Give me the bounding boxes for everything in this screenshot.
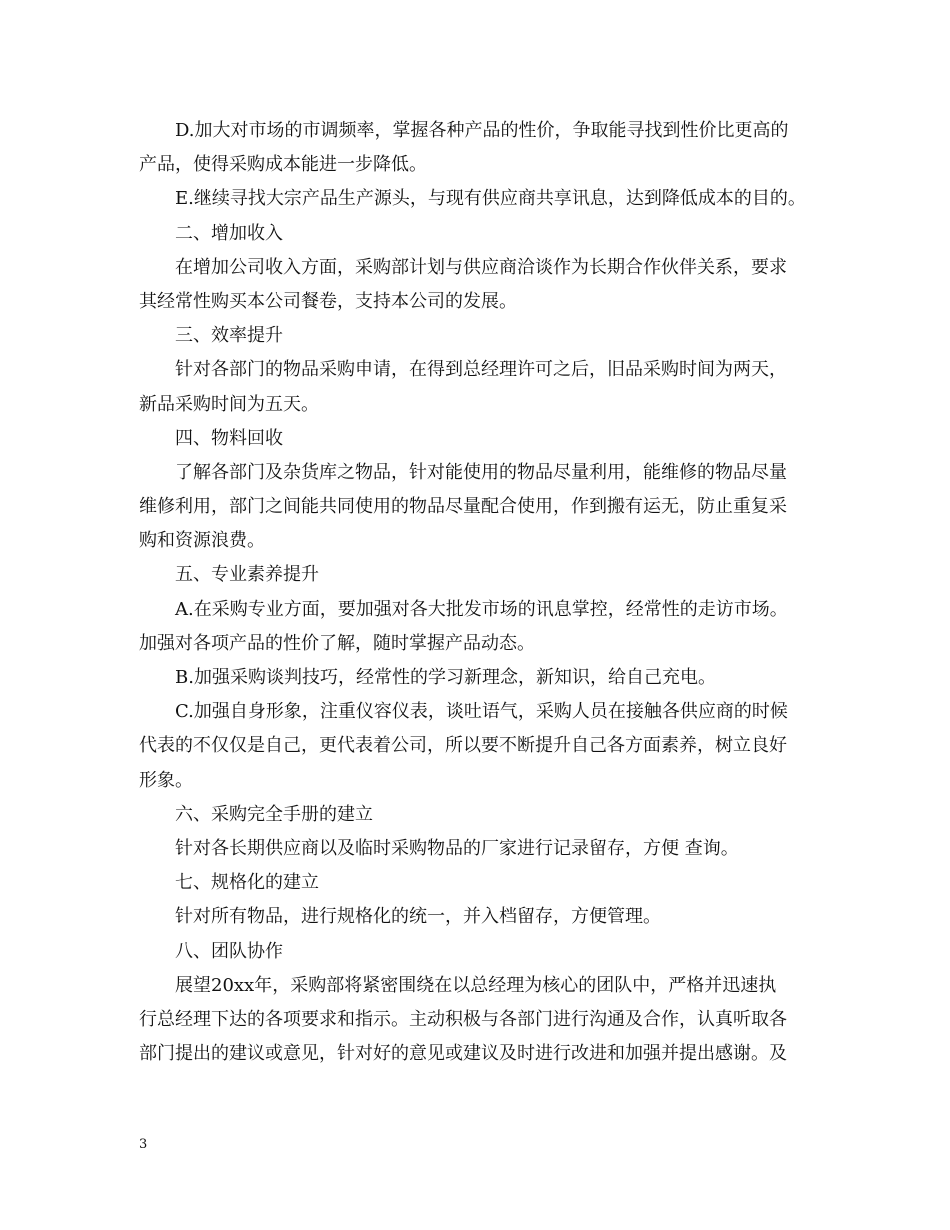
page-number: 3 (139, 1137, 148, 1152)
text-line: B.加强采购谈判技巧，经常性的学习新理念，新知识，给自己充电。 (175, 667, 716, 688)
section-heading: 四、物料回收 (175, 427, 283, 449)
text-line: 维修利用，部门之间能共同使用的物品尽量配合使用，作到搬有运无，防止重复采 (139, 496, 787, 518)
text-line: 形象。 (139, 769, 193, 791)
text-line: 其经常性购买本公司餐卷，支持本公司的发展。 (139, 290, 517, 312)
section-heading: 八、团队协作 (175, 940, 283, 962)
text-line: 针对各部门的物品采购申请，在得到总经理许可之后，旧品采购时间为两天， (175, 359, 787, 381)
text-line: 针对各长期供应商以及临时采购物品的厂家进行记录留存，方便 查询。 (175, 837, 739, 859)
section-heading: 二、增加收入 (175, 222, 283, 244)
text-line: E.继续寻找大宗产品生产源头，与现有供应商共享讯息，达到降低成本的目的。 (175, 188, 806, 210)
section-heading: 五、专业素养提升 (175, 564, 319, 586)
section-heading: 六、采购完全手册的建立 (175, 803, 373, 825)
text-line: 产品，使得采购成本能进一步降低。 (139, 154, 427, 176)
text-line: 加强对各项产品的性价了解，随时掌握产品动态。 (139, 632, 535, 654)
text-line: 代表的不仅仅是自己，更代表着公司，所以要不断提升自己各方面素养，树立良好 (139, 735, 787, 757)
text-line: 部门提出的建议或意见，针对好的意见或建议及时进行改进和加强并提出感谢。及 (139, 1043, 787, 1065)
text-line: 了解各部门及杂货库之物品，针对能使用的物品尽量利用，能维修的物品尽量 (175, 461, 787, 483)
text-line: 购和资源浪费。 (139, 530, 265, 552)
text-line: A.在采购专业方面，要加强对各大批发市场的讯息掌控，经常性的走访市场。 (175, 598, 788, 620)
document-body (139, 114, 829, 1071)
text-line: C.加强自身形象，注重仪容仪表，谈吐语气，采购人员在接触各供应商的时候 (175, 701, 788, 723)
text-line: 行总经理下达的各项要求和指示。主动积极与各部门进行沟通及合作，认真听取各 (139, 1008, 787, 1030)
text-line: D.加大对市场的市调频率，掌握各种产品的性价，争取能寻找到性价比更高的 (175, 120, 789, 141)
text-line: 针对所有物品，进行规格化的统一，并入档留存，方便管理。 (175, 906, 661, 928)
text-line: 展望20xx年，采购部将紧密围绕在以总经理为核心的团队中，严格并迅速执 (175, 974, 777, 996)
text-line: 在增加公司收入方面，采购部计划与供应商洽谈作为长期合作伙伴关系，要求 (175, 256, 787, 278)
text-line: 新品采购时间为五天。 (139, 393, 319, 415)
section-heading: 三、效率提升 (175, 325, 283, 347)
section-heading: 七、规格化的建立 (175, 872, 319, 894)
